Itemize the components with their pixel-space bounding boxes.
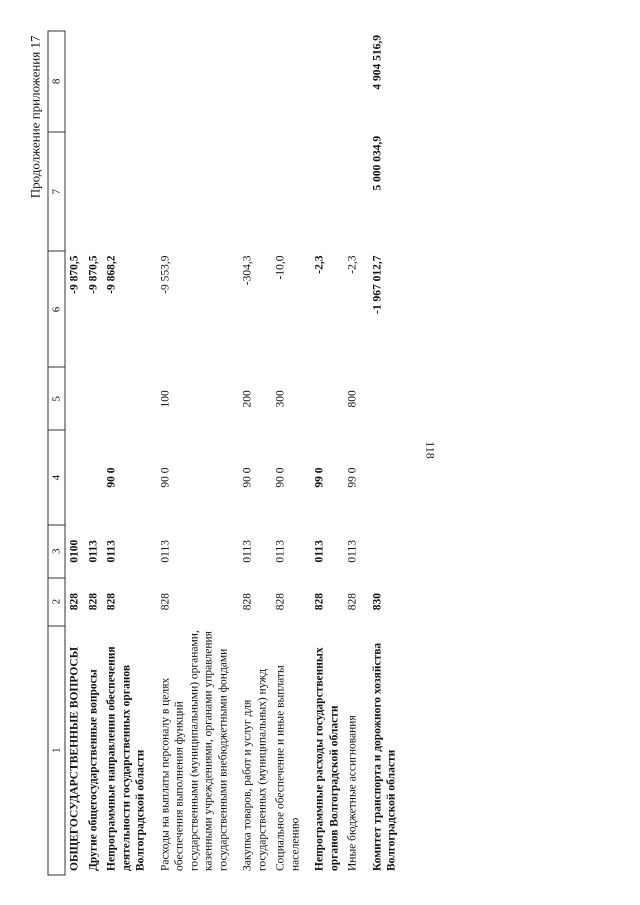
row-code-2: 828 [159, 592, 171, 610]
header-cell-3: 3 [48, 524, 65, 577]
rotated-page [28, 30, 613, 875]
page-number: 118 [423, 441, 438, 459]
row-amount-7 [156, 131, 233, 251]
table-row [84, 31, 103, 875]
row-amount-7: 5 000 034,9 [371, 135, 383, 190]
header-cell-6: 6 [48, 251, 65, 367]
row-code-4 [368, 430, 401, 524]
row-code-5 [65, 367, 84, 430]
row-code-3: 0113 [105, 539, 118, 562]
row-amount-8 [272, 31, 305, 132]
row-amount-6: -304,3 [241, 254, 254, 285]
header-cell-4: 4 [48, 430, 65, 524]
row-code-3: 0113 [346, 539, 359, 563]
row-code-5: 200 [241, 389, 254, 407]
row-code-3: 0113 [241, 539, 254, 563]
row-amount-8 [239, 31, 272, 132]
row-name: ОБЩЕГОСУДАРСТВЕННЫЕ ВОПРОСЫ [68, 646, 81, 871]
header-cell-1: 1 [48, 625, 65, 874]
header-row [48, 31, 65, 875]
row-name: Иные бюджетные ассигнования [346, 714, 359, 871]
row-code-5 [368, 367, 401, 430]
row-amount-6: -9 870,5 [68, 254, 81, 294]
row-name: Закупка товаров, работ и услуг для государственных (муниципальных) нужд [241, 668, 268, 871]
table-row [272, 31, 305, 875]
row-code-3: 0113 [159, 539, 171, 563]
row-amount-8 [84, 31, 103, 132]
row-code-4: 99 0 [313, 467, 326, 488]
row-code-4: 90 0 [241, 467, 254, 488]
row-amount-8 [65, 31, 84, 132]
row-code-2: 828 [274, 592, 287, 610]
row-amount-7 [272, 131, 305, 251]
table-row [65, 31, 84, 875]
row-name: Другие общегосударственные вопросы [87, 668, 99, 871]
row-code-2: 830 [371, 592, 383, 610]
row-amount-8 [311, 31, 344, 132]
row-code-5 [103, 367, 151, 430]
header-cell-2: 2 [48, 577, 65, 625]
row-code-5: 100 [159, 389, 171, 407]
row-code-4: 90 0 [159, 467, 171, 488]
table-row [239, 31, 272, 875]
row-amount-7 [344, 131, 363, 251]
row-code-3: 0113 [313, 539, 326, 562]
row-amount-7 [65, 131, 84, 251]
table-row [103, 31, 151, 875]
row-code-4 [84, 430, 103, 524]
row-amount-8 [156, 31, 233, 132]
row-name: Социальное обеспечение и иные выплаты населению [274, 664, 301, 871]
row-amount-8 [344, 31, 363, 132]
row-code-2: 828 [68, 592, 81, 610]
row-code-5 [84, 367, 103, 430]
row-code-3: 0113 [87, 539, 99, 562]
row-code-5: 300 [274, 389, 287, 407]
row-code-4: 90 0 [105, 467, 118, 488]
row-code-2: 828 [87, 592, 99, 610]
row-amount-6: -2,3 [346, 254, 359, 274]
header-cell-5: 5 [48, 367, 65, 430]
row-code-2: 828 [313, 592, 326, 610]
row-code-2: 828 [241, 592, 254, 610]
row-name: Непрограммные направления обеспечения деятельности государственных органов Волгоградской области [105, 645, 147, 871]
row-amount-8: 4 904 516,9 [371, 34, 383, 90]
row-amount-6: -9 868,2 [105, 254, 118, 294]
row-code-5 [311, 367, 344, 430]
row-code-2: 828 [105, 592, 118, 610]
table-row [311, 31, 344, 875]
row-amount-6: -1 967 012,7 [371, 254, 383, 314]
row-code-4 [65, 430, 84, 524]
row-amount-6: -10,0 [274, 254, 287, 279]
header-cell-7: 7 [48, 131, 65, 251]
row-code-3: 0100 [68, 539, 81, 563]
row-amount-6: -2,3 [313, 254, 326, 274]
row-amount-7 [84, 131, 103, 251]
header-cell-8: 8 [48, 31, 65, 132]
row-amount-7 [311, 131, 344, 251]
table-row [368, 31, 401, 875]
row-code-4: 99 0 [346, 467, 359, 488]
appendix-note: Продолжение приложения 17 [27, 35, 43, 198]
row-amount-7 [103, 131, 151, 251]
row-code-5: 800 [346, 389, 359, 407]
row-name: Комитет транспорта и дорожного хозяйства Волгоградской области [371, 642, 398, 871]
row-code-3: 0113 [274, 539, 287, 563]
table-row [344, 31, 363, 875]
budget-table [48, 30, 402, 875]
row-name: Расходы на выплаты персоналу в целях обеспечения выполнения функций государственными (муниципальными) органами, казенными учреждениями, органами управления государственными внебюджетными фондами [159, 629, 229, 871]
row-name: Непрограммные расходы государственных органов Волгоградской области [313, 646, 340, 871]
table-body [65, 31, 401, 875]
row-code-2: 828 [346, 592, 359, 610]
table-row [156, 31, 233, 875]
row-amount-6: -9 553,9 [159, 254, 171, 294]
row-code-3 [368, 524, 401, 577]
row-code-4: 90 0 [274, 467, 287, 488]
row-amount-6: -9 870,5 [87, 254, 99, 294]
row-amount-8 [103, 31, 151, 132]
row-amount-7 [239, 131, 272, 251]
